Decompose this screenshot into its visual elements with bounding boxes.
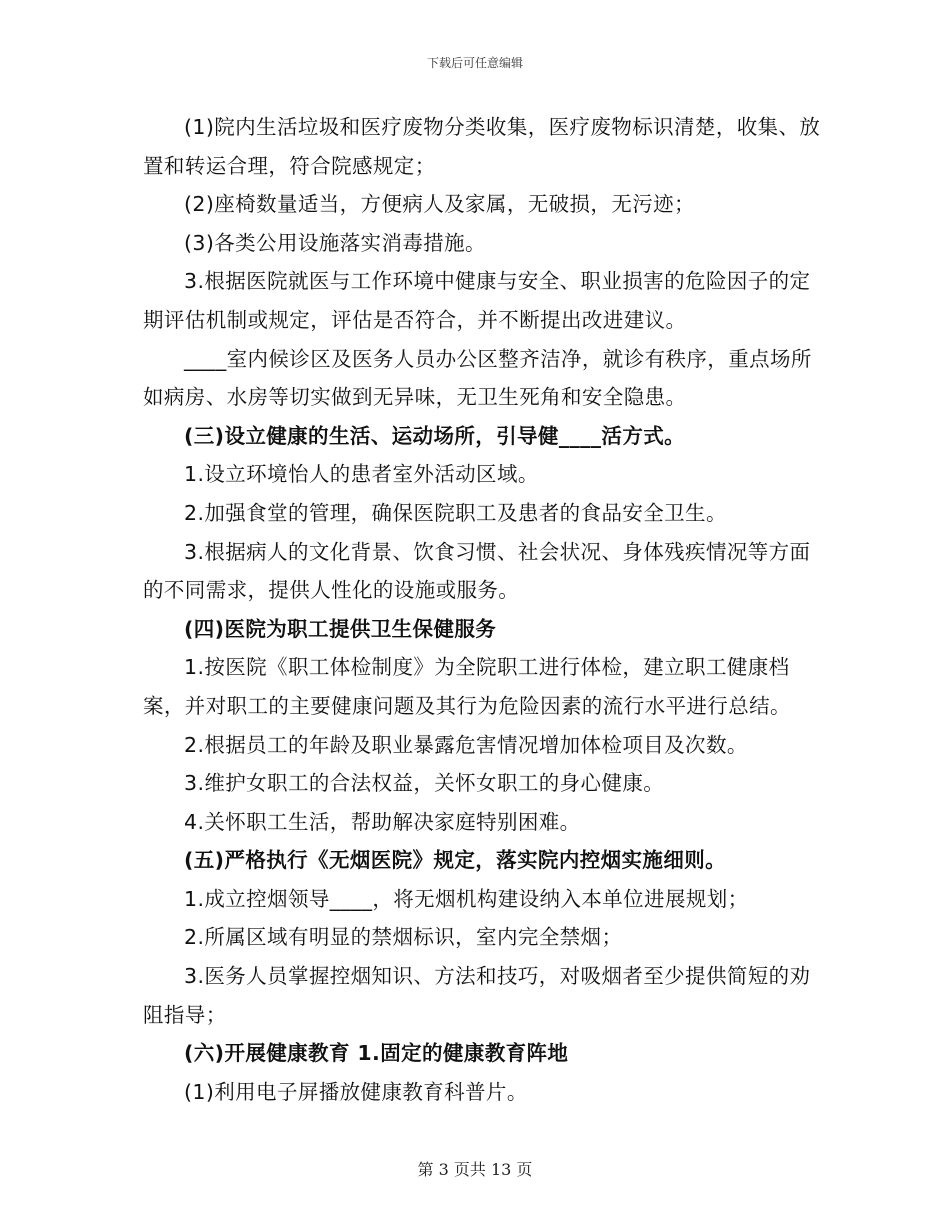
paragraph: (3)各类公用设施落实消毒措施。 [184, 230, 486, 255]
section-heading: (五)严格执行《无烟医院》规定，落实院内控烟实施细则。 [184, 848, 727, 873]
paragraph: ____室内候诊区及医务人员办公区整齐洁净，就诊有秩序，重点场所如病房、水房等切实做到无异味，无卫生死角和安全隐患。 [143, 346, 812, 410]
paragraph: 3.医务人员掌握控烟知识、方法和技巧，对吸烟者至少提供简短的劝阻指导； [143, 964, 811, 1027]
paragraph: (1)院内生活垃圾和医疗废物分类收集，医疗废物标识清楚，收集、放置和转运合理，符合院感规定； [143, 115, 821, 178]
page-header: 下载后可任意编辑 [426, 56, 523, 70]
paragraph: 4.关怀职工生活，帮助解决家庭特别困难。 [184, 809, 581, 834]
paragraph: 2.所属区域有明显的禁烟标识，室内完全禁烟； [184, 925, 623, 950]
paragraph: 2.加强食堂的管理，确保医院职工及患者的食品安全卫生。 [184, 500, 727, 525]
section-heading: (三)设立健康的生活、运动场所，引导健____活方式。 [184, 423, 686, 448]
paragraph: 3.根据医院就医与工作环境中健康与安全、职业损害的危险因子的定期评估机制或规定，评估是否符合，并不断提出改进建议。 [143, 269, 811, 332]
paragraph: 1.按医院《职工体检制度》为全院职工进行体检，建立职工健康档案，并对职工的主要健康问题及其行为危险因素的流行水平进行总结。 [143, 655, 791, 718]
paragraph: 3.根据病人的文化背景、饮食习惯、社会状况、身体残疾情况等方面的不同需求，提供人性化的设施或服务。 [143, 539, 811, 603]
paragraph: 2.根据员工的年龄及职业暴露危害情况增加体检项目及次数。 [184, 732, 748, 757]
page-footer: 第 3 页共 13 页 [417, 1160, 533, 1179]
section-heading: (四)医院为职工提供卫生保健服务 [184, 616, 497, 641]
paragraph: 1.设立环境怡人的患者室外活动区域。 [184, 462, 539, 487]
paragraph: 3.维护女职工的合法权益，关怀女职工的身心健康。 [184, 771, 665, 796]
paragraph: (1)利用电子屏播放健康教育科普片。 [184, 1079, 528, 1104]
document-body [143, 108, 823, 1111]
paragraph: (2)座椅数量适当，方便病人及家属，无破损，无污迹； [184, 192, 695, 217]
paragraph: 1.成立控烟领导____，将无烟机构建设纳入本单位进展规划； [184, 886, 749, 911]
section-heading: (六)开展健康教育 1.固定的健康教育阵地 [184, 1041, 569, 1066]
